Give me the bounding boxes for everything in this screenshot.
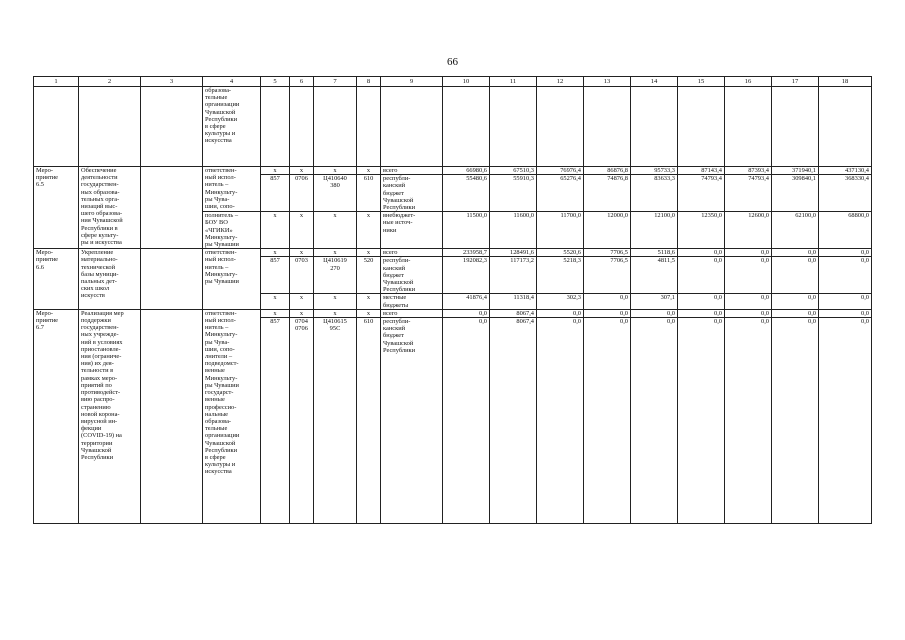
table-cell: 74793,4 bbox=[725, 175, 772, 212]
table-cell: 12000,0 bbox=[584, 212, 631, 249]
executor-cell: образова- тельные организации Чувашской Республики в сфере культуры и искусства bbox=[203, 87, 261, 167]
table-cell: 66980,6 bbox=[443, 167, 490, 175]
table-cell: 610 bbox=[357, 175, 381, 212]
measure-label: Меро- приятие 6.5 bbox=[34, 167, 79, 249]
table-cell: 307,1 bbox=[631, 294, 678, 309]
table-cell: x bbox=[261, 212, 290, 249]
col-header: 11 bbox=[490, 77, 537, 87]
col-header: 3 bbox=[141, 77, 203, 87]
table-cell: 520 bbox=[357, 257, 381, 294]
table-cell: 192082,3 bbox=[443, 257, 490, 294]
table-cell: 11318,4 bbox=[490, 294, 537, 309]
table-cell: 0,0 bbox=[678, 318, 725, 524]
table-cell: 7706,5 bbox=[584, 249, 631, 257]
table-cell: x bbox=[290, 249, 314, 257]
table-cell: 0704 0706 bbox=[290, 318, 314, 524]
executor-cell: ответствен- ный испол- нитель – Минкульту- ры Чува- шии, сопо- bbox=[203, 167, 261, 212]
table-cell: 83633,3 bbox=[631, 175, 678, 212]
table-cell: Ц410640 380 bbox=[314, 175, 357, 212]
table-cell: 0,0 bbox=[819, 294, 872, 309]
table-cell: 0,0 bbox=[678, 257, 725, 294]
table-cell: 7706,5 bbox=[584, 257, 631, 294]
col-header: 4 bbox=[203, 77, 261, 87]
table-cell: 0,0 bbox=[678, 309, 725, 317]
table-cell: 128491,6 bbox=[490, 249, 537, 257]
table-cell: 0,0 bbox=[725, 257, 772, 294]
table-cell: 0,0 bbox=[772, 257, 819, 294]
table-cell: 0,0 bbox=[678, 294, 725, 309]
col-header: 16 bbox=[725, 77, 772, 87]
table-cell: 67510,3 bbox=[490, 167, 537, 175]
table-cell: Ц410619 270 bbox=[314, 257, 357, 294]
funding-source: местные бюджеты bbox=[381, 294, 443, 309]
table-cell: x bbox=[357, 309, 381, 317]
table-cell: 12350,0 bbox=[678, 212, 725, 249]
table-cell: x bbox=[261, 294, 290, 309]
col-header: 6 bbox=[290, 77, 314, 87]
table-cell: 65276,4 bbox=[537, 175, 584, 212]
table-cell: 0,0 bbox=[725, 318, 772, 524]
table-cell: x bbox=[314, 309, 357, 317]
continuation-row bbox=[34, 87, 872, 167]
table-cell: 0,0 bbox=[772, 309, 819, 317]
table-cell: 0,0 bbox=[584, 309, 631, 317]
table-cell: 0,0 bbox=[678, 249, 725, 257]
table-cell: 0,0 bbox=[725, 249, 772, 257]
table-cell: x bbox=[314, 294, 357, 309]
col-header: 14 bbox=[631, 77, 678, 87]
table-cell: Ц410615 95С bbox=[314, 318, 357, 524]
table-cell: 371940,1 bbox=[772, 167, 819, 175]
funding-source: республи- канский бюджет Чувашской Республики bbox=[381, 318, 443, 524]
table-cell: 0,0 bbox=[819, 309, 872, 317]
table-cell: 0,0 bbox=[772, 249, 819, 257]
table-cell: 87393,4 bbox=[725, 167, 772, 175]
table-cell: 0706 bbox=[290, 175, 314, 212]
table-cell: 76976,4 bbox=[537, 167, 584, 175]
executor-cell: ответствен- ный испол- нитель – Минкульту- ры Чува- шии, сопо- лнители – подведомст- венные Минкульту- ры Чувашии государст- венные профессио- нальные образова- тельные организации Чувашской Республики в сфере культуры и искусства bbox=[203, 309, 261, 523]
table-cell: x bbox=[357, 249, 381, 257]
column-number-row bbox=[34, 77, 872, 87]
table-cell: 0,0 bbox=[584, 318, 631, 524]
table-row bbox=[34, 309, 872, 317]
table-cell: x bbox=[314, 167, 357, 175]
table-cell: 62100,0 bbox=[772, 212, 819, 249]
table-cell: x bbox=[261, 167, 290, 175]
table-row bbox=[34, 167, 872, 175]
table-cell: x bbox=[314, 249, 357, 257]
col-header: 17 bbox=[772, 77, 819, 87]
table-cell: 8067,4 bbox=[490, 309, 537, 317]
table-cell: 0,0 bbox=[819, 249, 872, 257]
measure-description: Обеспечение деятельности государствен- ных образова- тельных орга- низаций выс- шего образова- ния Чувашской Республики в сфере культу- ры и искусства bbox=[79, 167, 141, 249]
table-cell: 0,0 bbox=[443, 318, 490, 524]
table-cell: 0,0 bbox=[537, 309, 584, 317]
table-cell: x bbox=[357, 167, 381, 175]
table-cell: 12100,0 bbox=[631, 212, 678, 249]
funding-source: всего bbox=[381, 249, 443, 257]
table-cell: 11700,0 bbox=[537, 212, 584, 249]
table-cell: 309840,1 bbox=[772, 175, 819, 212]
table-cell: 302,3 bbox=[537, 294, 584, 309]
table-cell: 0,0 bbox=[443, 309, 490, 317]
table-cell: 4811,5 bbox=[631, 257, 678, 294]
table-cell: 0,0 bbox=[631, 309, 678, 317]
table-cell: 8067,4 bbox=[490, 318, 537, 524]
col-header: 10 bbox=[443, 77, 490, 87]
table-cell: x bbox=[290, 167, 314, 175]
table-cell: 87143,4 bbox=[678, 167, 725, 175]
col-header: 2 bbox=[79, 77, 141, 87]
funding-source: всего bbox=[381, 167, 443, 175]
table-cell: 368330,4 bbox=[819, 175, 872, 212]
table-cell: 11500,0 bbox=[443, 212, 490, 249]
table-cell: 0,0 bbox=[537, 318, 584, 524]
table-cell: 0,0 bbox=[772, 318, 819, 524]
table-cell: 11600,0 bbox=[490, 212, 537, 249]
table-cell: 0,0 bbox=[725, 309, 772, 317]
table-cell: 74876,8 bbox=[584, 175, 631, 212]
table-cell: 0,0 bbox=[584, 294, 631, 309]
table-cell: 0,0 bbox=[819, 318, 872, 524]
table-cell: 74793,4 bbox=[678, 175, 725, 212]
table-cell: x bbox=[357, 212, 381, 249]
funding-source: республи- канский бюджет Чувашской Республики bbox=[381, 175, 443, 212]
table-cell: 233958,7 bbox=[443, 249, 490, 257]
table-cell: 857 bbox=[261, 318, 290, 524]
funding-source: всего bbox=[381, 309, 443, 317]
measure-label: Меро- приятие 6.7 bbox=[34, 309, 79, 523]
executor-cell: ответствен- ный испол- нитель – Минкульту- ры Чувашии bbox=[203, 249, 261, 310]
table-cell: x bbox=[314, 212, 357, 249]
table-cell: 55910,3 bbox=[490, 175, 537, 212]
funding-source: внебюджет- ные источ- ники bbox=[381, 212, 443, 249]
table-cell: 0,0 bbox=[631, 318, 678, 524]
executor-cell: полнитель – БОУ ВО «ЧГИКИ» Минкульту- ры Чувашии bbox=[203, 212, 261, 249]
table-cell: 610 bbox=[357, 318, 381, 524]
col-header: 5 bbox=[261, 77, 290, 87]
table-cell: x bbox=[261, 309, 290, 317]
col-header: 7 bbox=[314, 77, 357, 87]
col-header: 18 bbox=[819, 77, 872, 87]
col-header: 13 bbox=[584, 77, 631, 87]
table-cell: 857 bbox=[261, 257, 290, 294]
budget-table bbox=[33, 76, 872, 524]
table-cell: x bbox=[290, 294, 314, 309]
page-number: 66 bbox=[447, 56, 458, 68]
measure-label: Меро- приятие 6.6 bbox=[34, 249, 79, 310]
col-header: 15 bbox=[678, 77, 725, 87]
col-header: 12 bbox=[537, 77, 584, 87]
table-cell: 437130,4 bbox=[819, 167, 872, 175]
funding-source: республи- канский бюджет Чувашской Республики bbox=[381, 257, 443, 294]
table-cell: 0703 bbox=[290, 257, 314, 294]
table-cell: x bbox=[290, 309, 314, 317]
table-cell: 12600,0 bbox=[725, 212, 772, 249]
measure-description: Укрепление материально- технической базы муници- пальных дет- ских школ искусств bbox=[79, 249, 141, 310]
table-cell: 117173,2 bbox=[490, 257, 537, 294]
col-header: 9 bbox=[381, 77, 443, 87]
table-cell: 5118,6 bbox=[631, 249, 678, 257]
table-cell: x bbox=[290, 212, 314, 249]
col-header: 1 bbox=[34, 77, 79, 87]
table-cell: 857 bbox=[261, 175, 290, 212]
table-cell: 0,0 bbox=[725, 294, 772, 309]
table-cell: 0,0 bbox=[819, 257, 872, 294]
col-header: 8 bbox=[357, 77, 381, 87]
table-cell: 68800,0 bbox=[819, 212, 872, 249]
table-cell: 55480,6 bbox=[443, 175, 490, 212]
table-row bbox=[34, 249, 872, 257]
table-cell: x bbox=[357, 294, 381, 309]
table-cell: 5218,3 bbox=[537, 257, 584, 294]
table-cell: 86876,8 bbox=[584, 167, 631, 175]
table-cell: 5520,6 bbox=[537, 249, 584, 257]
table-cell: 95733,3 bbox=[631, 167, 678, 175]
measure-description: Реализация мер поддержки государствен- ных учрежде- ний в условиях приостановле- ния (ограниче- ния) их дея- тельности в рамках меро- приятий по противодейст- вию распро- странению новой корона- вирусной ин- фекции (COVID-19) на территории Чувашской Республики bbox=[79, 309, 141, 523]
table-cell: 41876,4 bbox=[443, 294, 490, 309]
table-cell: x bbox=[261, 249, 290, 257]
table-cell: 0,0 bbox=[772, 294, 819, 309]
